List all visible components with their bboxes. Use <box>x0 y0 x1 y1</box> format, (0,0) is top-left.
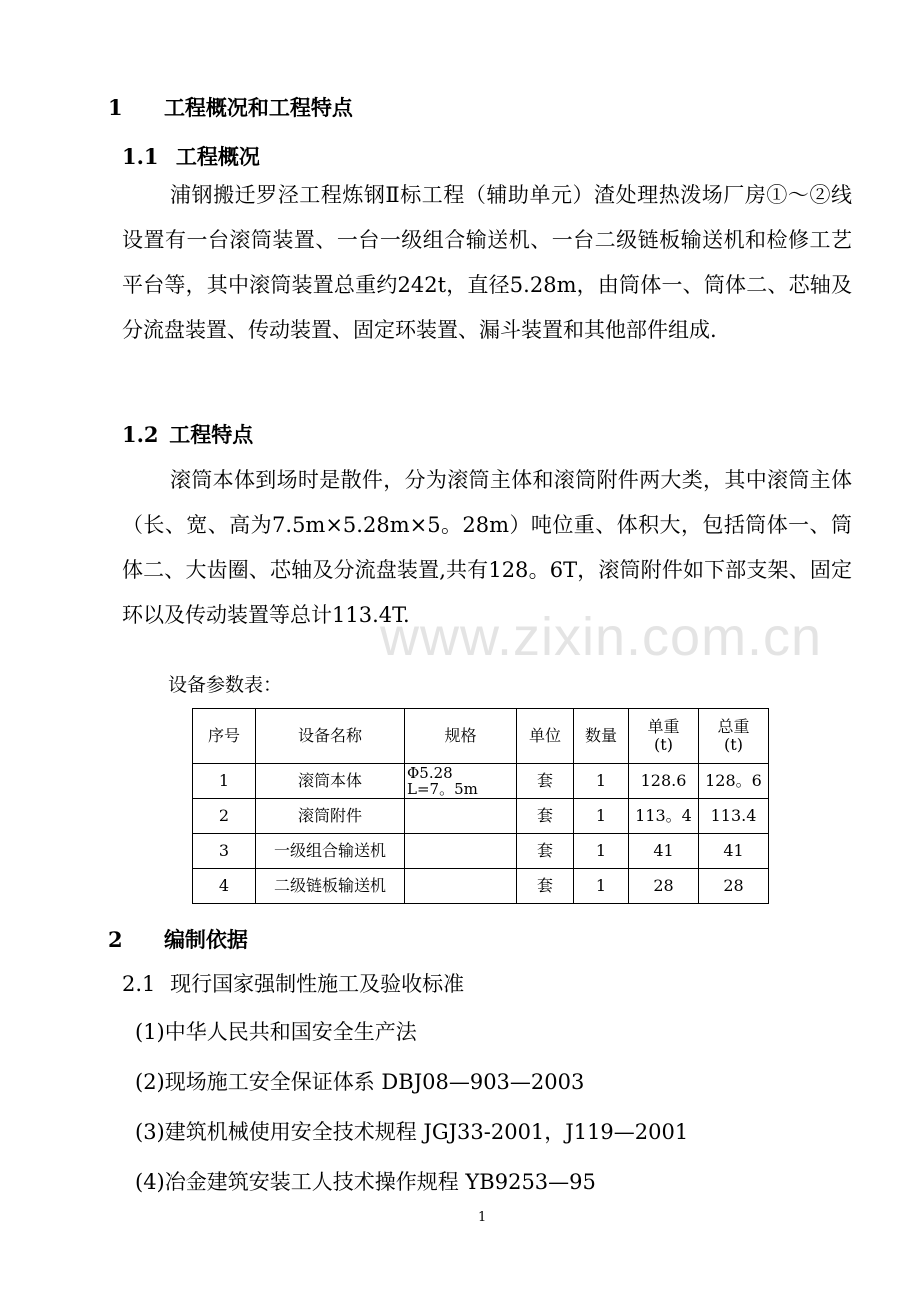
cell-name: 一级组合输送机 <box>256 834 405 869</box>
cell-qty: 1 <box>574 869 629 904</box>
cell-unit-weight: 128.6 <box>629 764 699 799</box>
cell-unit-weight: 113。4 <box>629 799 699 834</box>
reference-item: (2)现场施工安全保证体系 DBJ08—903—2003 <box>135 1070 585 1094</box>
header-unit-weight-unit: (t) <box>654 735 673 754</box>
cell-name: 滚筒附件 <box>256 799 405 834</box>
reference-item: (4)冶金建筑安装工人技术操作规程 YB9253—95 <box>135 1170 596 1194</box>
watermark: www.zixin.com.cn <box>380 607 823 667</box>
header-unit-weight <box>629 709 699 764</box>
spec-line: Φ5.28 <box>407 764 453 782</box>
cell-unit-weight: 28 <box>629 869 699 904</box>
cell-unit: 套 <box>517 869 574 904</box>
cell-unit: 套 <box>517 799 574 834</box>
section-number: 1 <box>108 95 123 120</box>
section-1-2-heading <box>122 419 253 449</box>
cell-name: 二级链板输送机 <box>256 869 405 904</box>
cell-spec <box>405 834 517 869</box>
features-paragraph: 滚筒本体到场时是散件，分为滚筒主体和滚筒附件两大类，其中滚筒主体（长、宽、高为7.5m×5.28m×5。28m）吨位重、体积大，包括筒体一、筒体二、大齿圈、芯轴及分流盘装置,共有128。6T，滚筒附件如下部支架、固定环以及传动装置等总计113.4T. <box>122 468 852 627</box>
cell-no: 1 <box>193 764 256 799</box>
cell-spec <box>405 799 517 834</box>
header-no: 序号 <box>193 709 256 764</box>
header-unit-weight-label: 单重 <box>647 717 680 736</box>
cell-qty: 1 <box>574 834 629 869</box>
cell-no: 2 <box>193 799 256 834</box>
spec-line: L=7。5m <box>407 780 478 798</box>
equipment-parameter-table <box>192 708 769 904</box>
section-title: 现行国家强制性施工及验收标准 <box>170 972 465 996</box>
section-title: 编制依据 <box>163 927 248 952</box>
header-unit: 单位 <box>517 709 574 764</box>
header-total-weight-unit: (t) <box>724 735 743 754</box>
features-paragraph-block <box>122 458 852 638</box>
header-name: 设备名称 <box>256 709 405 764</box>
table-row <box>193 799 769 834</box>
overview-paragraph: 浦钢搬迁罗泾工程炼钢Ⅱ标工程（辅助单元）渣处理热泼场厂房①～②线设置有一台滚筒装置、一台一级组合输送机、一台二级链板输送机和检修工艺平台等，其中滚筒装置总重约242t，直径5.28m，由筒体一、筒体二、芯轴及分流盘装置、传动装置、固定环装置、漏斗装置和其他部件组成. <box>122 183 852 342</box>
cell-total-weight: 113.4 <box>699 799 769 834</box>
cell-total-weight: 41 <box>699 834 769 869</box>
header-total-weight-label: 总重 <box>717 717 750 736</box>
cell-name: 滚筒本体 <box>256 764 405 799</box>
table-row <box>193 764 769 799</box>
reference-item: (1)中华人民共和国安全生产法 <box>135 1020 417 1044</box>
cell-no: 4 <box>193 869 256 904</box>
cell-unit: 套 <box>517 834 574 869</box>
cell-total-weight: 128。6 <box>699 764 769 799</box>
table-header-row <box>193 709 769 764</box>
section-1-1-heading <box>122 141 260 171</box>
cell-qty: 1 <box>574 799 629 834</box>
section-number: 1.1 <box>122 144 159 169</box>
cell-unit: 套 <box>517 764 574 799</box>
cell-no: 3 <box>193 834 256 869</box>
section-number: 1.2 <box>122 422 159 447</box>
reference-item: (3)建筑机械使用安全技术规程 JGJ33-2001，J119—2001 <box>135 1120 689 1144</box>
header-qty: 数量 <box>574 709 629 764</box>
section-2-1-heading <box>122 968 464 998</box>
section-title: 工程概况 <box>175 144 260 169</box>
section-number: 2 <box>108 927 123 952</box>
header-total-weight <box>699 709 769 764</box>
cell-spec <box>405 764 517 799</box>
cell-unit-weight: 41 <box>629 834 699 869</box>
section-title: 工程特点 <box>169 422 254 447</box>
cell-total-weight: 28 <box>699 869 769 904</box>
overview-paragraph-block <box>122 173 852 353</box>
cell-qty: 1 <box>574 764 629 799</box>
table-row <box>193 834 769 869</box>
table-row <box>193 869 769 904</box>
header-spec: 规格 <box>405 709 517 764</box>
cell-spec <box>405 869 517 904</box>
section-2-heading <box>108 924 248 954</box>
section-1-heading <box>108 92 353 122</box>
table-caption: 设备参数表： <box>168 674 283 696</box>
section-title: 工程概况和工程特点 <box>163 95 353 120</box>
page-number: 1 <box>478 1210 487 1225</box>
section-number: 2.1 <box>122 972 156 996</box>
